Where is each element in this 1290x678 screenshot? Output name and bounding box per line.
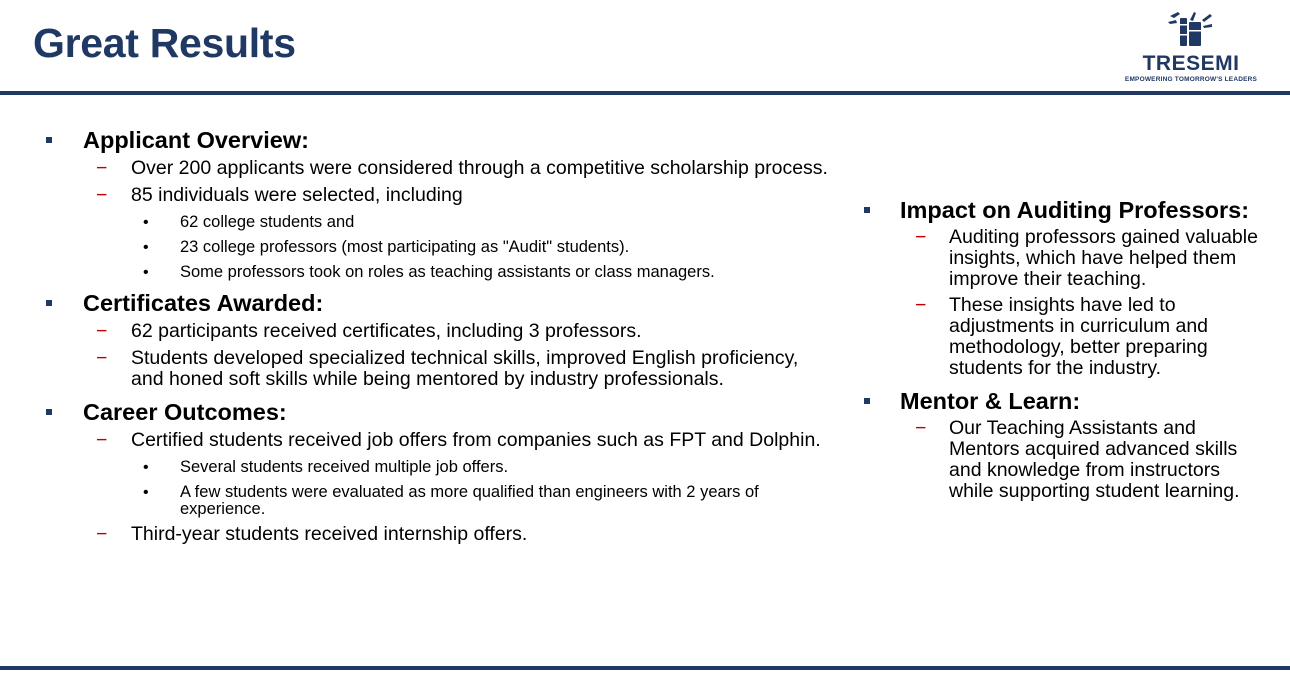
- sub-list-item-text: A few students were evaluated as more qualified than engineers with 2 years of experience.: [180, 483, 759, 518]
- logo-name: TRESEMI: [1142, 52, 1240, 75]
- section-heading: [45, 128, 835, 152]
- square-bullet-icon: [46, 409, 52, 415]
- tresemi-logo: [1112, 10, 1270, 86]
- list-item: [45, 430, 835, 451]
- dot-bullet-icon: •: [143, 264, 149, 281]
- sub-list-item: [45, 214, 835, 231]
- dot-bullet-icon: •: [143, 239, 149, 256]
- bottom-divider: [0, 666, 1290, 670]
- list-item-text: Auditing professors gained valuable insights, which have helped them improve their teaching.: [949, 226, 1258, 290]
- sub-list-item: [45, 459, 835, 476]
- slide-title: Great Results: [33, 20, 296, 66]
- dot-bullet-icon: •: [143, 214, 149, 231]
- sub-list-item: [45, 264, 835, 281]
- list-item: [45, 348, 835, 390]
- section-heading: [863, 198, 1263, 222]
- section-heading: [45, 291, 835, 315]
- bamboo-icon: [1166, 10, 1214, 50]
- section-heading: [45, 400, 835, 424]
- top-divider: [0, 91, 1290, 95]
- dash-bullet-icon: −: [96, 429, 108, 451]
- list-item: [45, 158, 835, 179]
- list-item-text: Certified students received job offers from companies such as FPT and Dolphin.: [131, 429, 821, 451]
- section-heading-text: Mentor & Learn:: [900, 388, 1081, 414]
- list-item: [45, 185, 835, 206]
- logo-tagline: EMPOWERING TOMORROW'S LEADERS: [1124, 76, 1258, 83]
- dash-bullet-icon: −: [96, 347, 108, 369]
- dot-bullet-icon: •: [143, 484, 149, 501]
- square-bullet-icon: [46, 300, 52, 306]
- section-heading-text: Applicant Overview:: [83, 127, 309, 153]
- sub-list-item-text: Some professors took on roles as teaching assistants or class managers.: [180, 263, 715, 281]
- dash-bullet-icon: −: [96, 320, 108, 342]
- list-item-text: Our Teaching Assistants and Mentors acquired advanced skills and knowledge from instructors while supporting student learning.: [949, 417, 1240, 502]
- list-item: [863, 295, 1263, 379]
- list-item: [45, 321, 835, 342]
- list-item-text: 85 individuals were selected, including: [131, 184, 463, 206]
- list-item: [863, 227, 1263, 290]
- dash-bullet-icon: −: [915, 226, 927, 248]
- list-item-text: 62 participants received certificates, including 3 professors.: [131, 320, 642, 342]
- list-item-text: Third-year students received internship offers.: [131, 523, 528, 545]
- sub-list-item: [45, 484, 835, 518]
- section-heading-text: Certificates Awarded:: [83, 290, 324, 316]
- list-item-text: These insights have led to adjustments in curriculum and methodology, better preparing students for the industry.: [949, 294, 1209, 379]
- square-bullet-icon: [864, 398, 870, 404]
- list-item: [45, 524, 835, 545]
- list-item-text: Students developed specialized technical skills, improved English proficiency, and honed soft skills while being mentored by industry professionals.: [131, 347, 799, 390]
- sub-list-item-text: Several students received multiple job offers.: [180, 458, 509, 476]
- list-item-text: Over 200 applicants were considered through a competitive scholarship process.: [131, 157, 828, 179]
- dash-bullet-icon: −: [915, 417, 927, 439]
- sub-list-item-text: 23 college professors (most participating as "Audit" students).: [180, 238, 630, 256]
- section-heading-text: Career Outcomes:: [83, 399, 287, 425]
- sub-list-item: [45, 239, 835, 256]
- dash-bullet-icon: −: [96, 523, 108, 545]
- right-column: [863, 198, 1263, 502]
- dash-bullet-icon: −: [915, 294, 927, 316]
- square-bullet-icon: [46, 137, 52, 143]
- dash-bullet-icon: −: [96, 184, 108, 206]
- section-heading-text: Impact on Auditing Professors:: [900, 197, 1250, 223]
- section-heading: [863, 389, 1263, 413]
- sub-list-item-text: 62 college students and: [180, 213, 355, 231]
- left-column: [45, 128, 835, 545]
- dash-bullet-icon: −: [96, 157, 108, 179]
- square-bullet-icon: [864, 207, 870, 213]
- dot-bullet-icon: •: [143, 459, 149, 476]
- list-item: [863, 418, 1263, 502]
